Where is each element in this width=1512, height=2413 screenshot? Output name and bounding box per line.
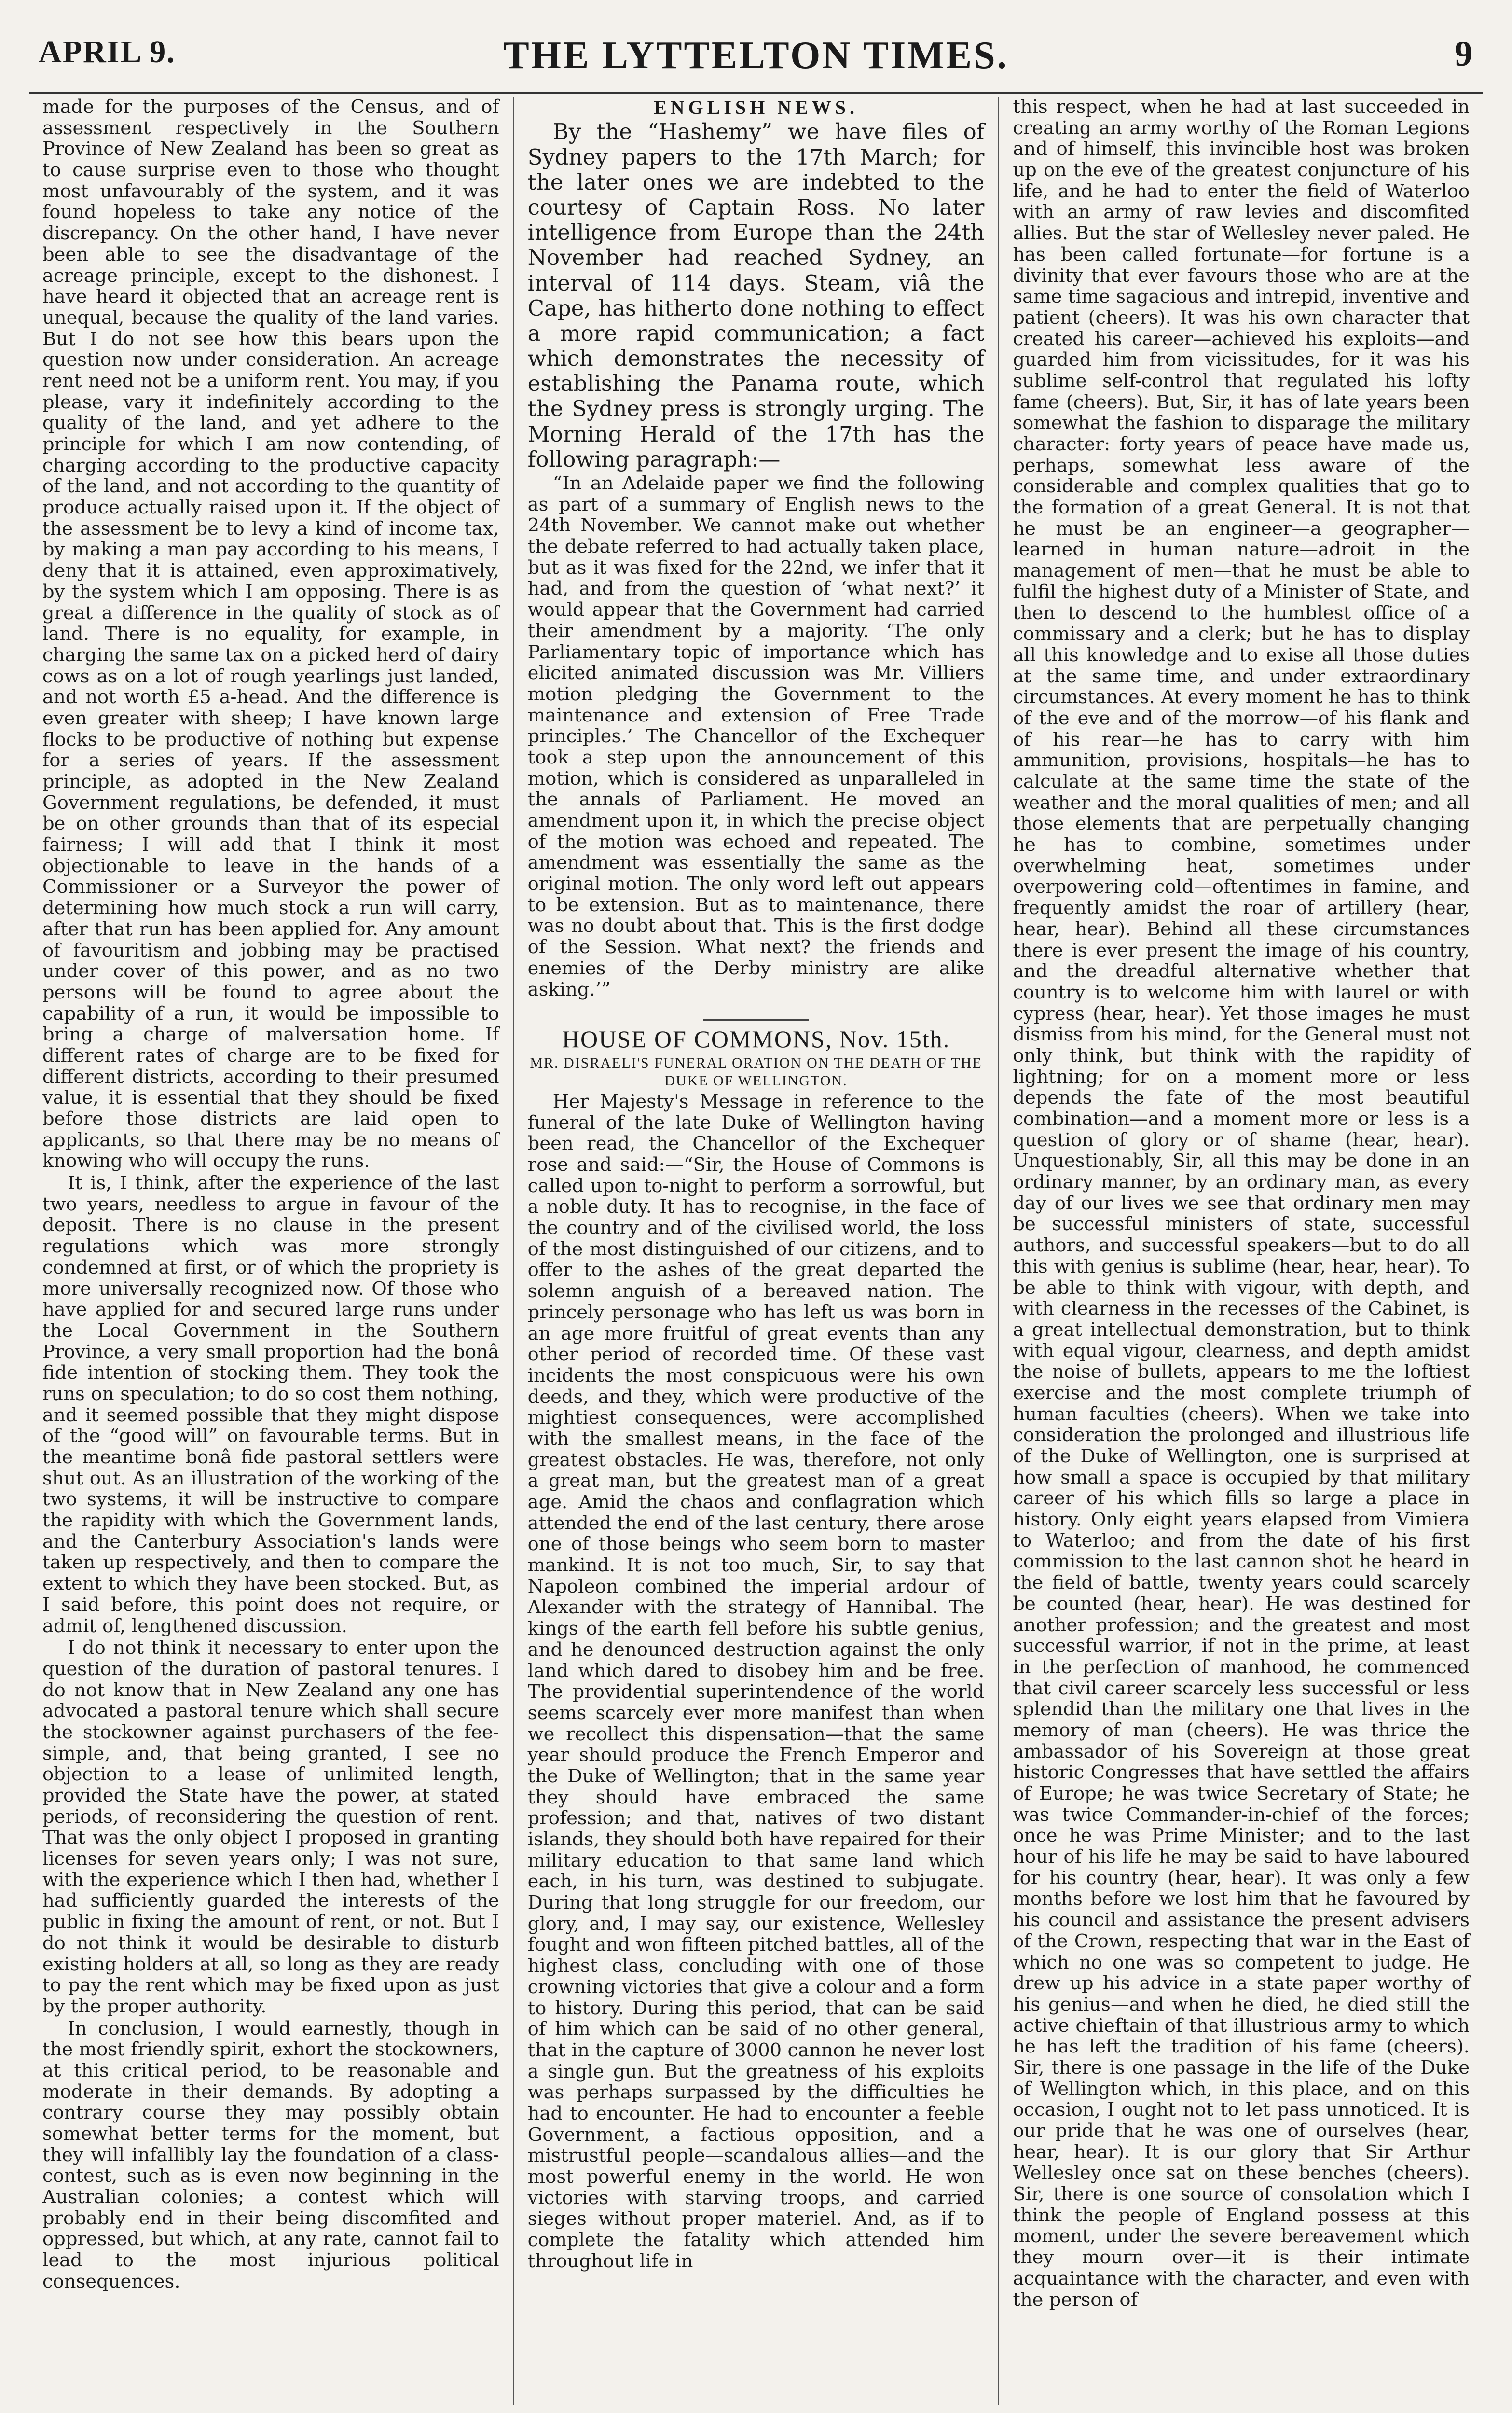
newspaper-title: THE LYTTELTON TIMES. bbox=[503, 34, 1009, 77]
english-news-quote: “In an Adelaide paper we find the following as part of a summary of English news to the 24th November. We cannot make out whether the debate referred to had actually taken place, but as it was fixed for the 22nd, we infer that it had, and from the question of ‘what next?’ it would appear that the Government had carried their amendment by a majority. ‘The only Parliamentary topic of importance which has elicited animated discussion was Mr. Villiers motion pledging the Government to the maintenance and extension of Free Trade principles.’ The Chancellor of the Exchequer took a step upon the announcement of this motion, which is considered as unparalleled in the annals of Parliament. He moved an amendment upon it, in which the precise object of the motion was echoed and repeated. The amendment was essentially the same as the original motion. The only word left out appears to be extension. But as to maintenance, there was no doubt about that. This is the first dodge of the Session. What next? the friends and enemies of the Derby ministry are alike asking.’” bbox=[527, 472, 985, 1000]
funeral-oration-subheading: MR. DISRAELI'S FUNERAL ORATION ON THE DEATH OF THE DUKE OF WELLINGTON. bbox=[530, 1054, 982, 1089]
issue-date: APRIL 9. bbox=[39, 34, 176, 69]
column-2-paragraph: Her Majesty's Message in reference to the funeral of the late Duke of Wellington having been read, the Chancellor of the Exchequer rose and said:—“Sir, the House of Commons is called upon to-night to perform a sorrowful, but a noble duty. It has to recognise, in the face of the country and of the civilised world, the loss of the most distinguished of our citizens, and to offer to the ashes of the great departed the solemn anguish of a bereaved nation. The princely personage who has left us was born in an age more fruitful of great events than any other period of recorded time. Of these vast incidents the most conspicuous were his own deeds, and they, which were productive of the mightiest consequences, were accomplished with the smallest means, in the face of the greatest obstacles. He was, therefore, not only a great man, but the greatest man of a great age. Amid the chaos and conflagration which attended the end of the last century, there arose one of those beings who seem born to master mankind. It is not too much, Sir, to say that Napoleon combined the imperial ardour of Alexander with the strategy of Hannibal. The kings of the earth fell before his subtle genius, and he denounced destruction against the only land which dared to disobey him and be free. The providential superintendence of the world seems scarcely ever more manifest than when we recollect this dispensation—that the same year should produce the French Emperor and the Duke of Wellington; that in the same year they should have embraced the same profession; and that, natives of two distant islands, they should both have repaired for their military education to that same land which each, in his turn, was destined to subjugate. During that long struggle for our freedom, our glory, and, I may say, our existence, Wellesley fought and won fifteen pitched battles, all of the highest class, concluding with one of those crowning victories that give a colour and a form to history. During this period, that can be said of him which can be said of no other general, that in the capture of 3000 cannon he never lost a single gun. But the greatness of his exploits was perhaps surpassed by the difficulties he had to encounter. He had to encounter a feeble Government, a factious opposition, and a mistrustful people—scandalous allies—and the most powerful enemy in the world. He won victories with starving troops, and carried sieges without proper materiel. And, as if to complete the fatality which attended him throughout life in bbox=[527, 1090, 985, 2272]
column-1-paragraph: It is, I think, after the experience of the last two years, needless to argue in favour of the deposit. There is no clause in the present regulations which was more strongly condemned at first, or of which the propriety is more universally recognized now. Of those who have applied for and secured large runs under the Local Government in the Southern Province, a very small proportion had the bonâ fide intention of stocking them. They took the runs on speculation; to do so cost them nothing, and it seemed possible that they might dispose of the “good will” on favourable terms. But in the meantime bonâ fide pastoral settlers were shut out. As an illustration of the working of the two systems, it will be instructive to compare the rapidity with which the Government lands, and the Canterbury Association's lands were taken up respectively, and then to compare the extent to which they have been stocked. But, as I said before, this point does not require, or admit of, lengthened discussion. bbox=[42, 1172, 499, 1637]
column-2 bbox=[513, 97, 998, 2405]
page-number: 9 bbox=[1455, 34, 1473, 74]
english-news-heading: ENGLISH NEWS. bbox=[653, 97, 859, 118]
column-1-paragraph: made for the purposes of the Census, and of assessment respectively in the Southern Province of New Zealand has been so great as to cause surprise even to those who thought most unfavourably of the system, and it was found hopeless to take any notice of the discrepancy. On the other hand, I have never been able to see the disadvantage of the acreage principle, except to the dishonest. I have heard it objected that an acreage rent is unequal, because the quality of the land varies. But I do not see how this bears upon the question now under consideration. An acreage rent need not be a uniform rent. You may, if you please, vary it indefinitely according to the quality of the land, and yet adhere to the principle for which I am now contending, of charging according to the productive capacity of the land, and not according to the quantity of produce actually raised upon it. If the object of the assessment be to levy a kind of income tax, by making a man pay according to his means, I deny that it is attained, even approximatively, by the system which I am opposing. There is as great a difference in the quality of stock as of land. There is no equality, for example, in charging the same tax on a picked herd of dairy cows as on a lot of rough yearlings just landed, and not worth £5 a-head. And the difference is even greater with sheep; I have known large flocks to be productive of nothing but expense for a series of years. If the assessment principle, as adopted in the New Zealand Government regulations, be defended, it must be on other grounds than that of its especial fairness; I will add that I think it most objectionable to leave in the hands of a Commissioner or a Surveyor the power of determining how much stock a run will carry, after that run has been applied for. Any amount of favouritism and jobbing may be practised under cover of this power, and as no two persons will be found to agree about the capability of a run, it would be impossible to bring a charge of malversation home. If different rates of charge are to be fixed for different districts, according to their presumed value, it is essential that they should be fixed before those districts are laid open to applicants, so that there may be no means of knowing who will occupy the runs. bbox=[42, 97, 499, 1172]
section-divider bbox=[703, 1019, 809, 1021]
column-1 bbox=[29, 97, 513, 2405]
article-columns bbox=[29, 97, 1483, 2405]
column-3 bbox=[998, 97, 1483, 2405]
house-of-commons-heading: HOUSE OF COMMONS, Nov. 15th. bbox=[562, 1026, 950, 1053]
column-1-paragraph: I do not think it necessary to enter upon the question of the duration of pastoral tenures. I do not know that in New Zealand any one has advocated a pastoral tenure which shall secure the stockowner against purchasers of the fee-simple, and, that being granted, I see no objection to a lease of unlimited length, provided the State have the power, at stated periods, of reconsidering the question of rent. That was the only object I proposed in granting licenses for seven years only; I was not sure, with the experience which I then had, whether I had sufficiently guarded the interests of the public in fixing the amount of rent, or not. But I do not think it would be desirable to disturb existing holders at all, so long as they are ready to pay the rent which may be fixed upon as just by the proper authority. bbox=[42, 1637, 499, 2017]
masthead bbox=[29, 19, 1483, 94]
column-1-paragraph: In conclusion, I would earnestly, though in the most friendly spirit, exhort the stockowners, at this critical period, to be reasonable and moderate in their demands. By adopting a contrary course they may possibly obtain somewhat better terms for the moment, but they will infallibly lay the foundation of a class-contest, such as is even now beginning in the Australian colonies; a contest which will probably end in their being discomfited and oppressed, but which, at any rate, cannot fail to lead to the most injurious political consequences. bbox=[42, 2017, 499, 2292]
column-3-paragraph: this respect, when he had at last succeeded in creating an army worthy of the Roman Legions and of himself, this invincible host was broken up on the eve of the greatest conjuncture of his life, and he had to enter the field of Waterloo with an army of raw levies and discomfited allies. But the star of Wellesley never paled. He has been called fortunate—for fortune is a divinity that ever favours those who are at the same time sagacious and intrepid, inventive and patient (cheers). It was his own character that created his career—achieved his exploits—and guarded him from vicissitudes, for it was his sublime self-control that regulated his lofty fame (cheers). But, Sir, it has of late years been somewhat the fashion to disparage the military character: forty years of peace have made us, perhaps, somewhat less aware of the considerable and complex qualities that go to the formation of a great General. It is not that he must be an engineer—a geographer—learned in human nature—adroit in the management of men—that he must be able to fulfil the highest duty of a Minister of State, and then to descend to the humblest office of a commissary and a clerk; but he has to display all this knowledge and to exise all those duties at the same time, and under extraordinary circumstances. At every moment he has to think of the eve and of the morrow—of his flank and of his rear—he has to carry with him ammunition, provisions, hospitals—he has to calculate at the same time the state of the weather and the moral qualities of men; and all those elements that are perpetually changing he has to combine, sometimes under overwhelming heat, sometimes under overpowering cold—oftentimes in famine, and frequently amidst the roar of artillery (hear, hear, hear). Behind all these circumstances there is ever present the image of his country, and the dreadful alternative whether that country is to welcome him with laurel or with cypress (hear, hear). Yet those images he must dismiss from his mind, for the General must not only think, but think with the rapidity of lightning; for on a moment more or less depends the fate of the most beautiful combination—and a moment more or less is a question of glory or of shame (hear, hear). Unquestionably, Sir, all this may be done in an ordinary manner, by an ordinary man, as every day of our lives we see that ordinary men may be successful ministers of state, successful authors, and successful speakers—but to do all this with genius is sublime (hear, hear, hear). To be able to think with vigour, with depth, and with clearness in the recesses of the Cabinet, is a great intellectual demonstration, but to think with equal vigour, clearness, and depth amidst the noise of bullets, appears to me the loftiest exercise and the most complete triumph of human faculties (cheers). When we take into consideration the prolonged and illustrious life of the Duke of Wellington, one is surprised at how small a space is occupied by that military career of his which fills so large a place in history. Only eight years elapsed from Vimiera to Waterloo; and from the date of his first commission to the last cannon shot he heard in the field of battle, twenty years could scarcely be counted (hear, hear). He was destined for another profession; and the greatest and most successful warrior, if not in the prime, at least in the perfection of manhood, he commenced that civil career scarcely less successful or less splendid than the military one that lives in the memory of man (cheers). He was thrice the ambassador of his Sovereign at those great historic Congresses that have settled the affairs of Europe; he was twice Secretary of State; he was twice Commander-in-chief of the forces; once he was Prime Minister; and to the last hour of his life he may be said to have laboured for his country (hear, hear). It was only a few months before we lost him that he favoured by his council and assistance the present advisers of the Crown, respecting that war in the East of which no one was so competent to judge. He drew up his advice in a state paper worthy of his genius—and when he died, he died still the active chieftain of that illustrious army to which he has left the tradition of his fame (cheers). Sir, there is one passage in the life of the Duke of Wellington which, in this place, and on this occasion, I ought not to let pass unnoticed. It is our pride that he was one of ourselves (hear, hear, hear). It is our glory that Sir Arthur Wellesley once sat on these benches (cheers). Sir, there is one source of consolation which I think the people of England possess at this moment, under the severe bereavement which they mourn over—it is their intimate acquaintance with the character, and even with the person of bbox=[1013, 97, 1470, 2311]
english-news-lead: By the “Hashemy” we have files of Sydney papers to the 17th March; for the later ones we are indebted to the courtesy of Captain Ross. No later intelligence from Europe than the 24th November had reached Sydney, an interval of 114 days. Steam, viâ the Cape, has hitherto done nothing to effect a more rapid communication; a fact which demonstrates the necessity of establishing the Panama route, which the Sydney press is strongly urging. The Morning Herald of the 17th has the following paragraph:— bbox=[527, 119, 985, 472]
